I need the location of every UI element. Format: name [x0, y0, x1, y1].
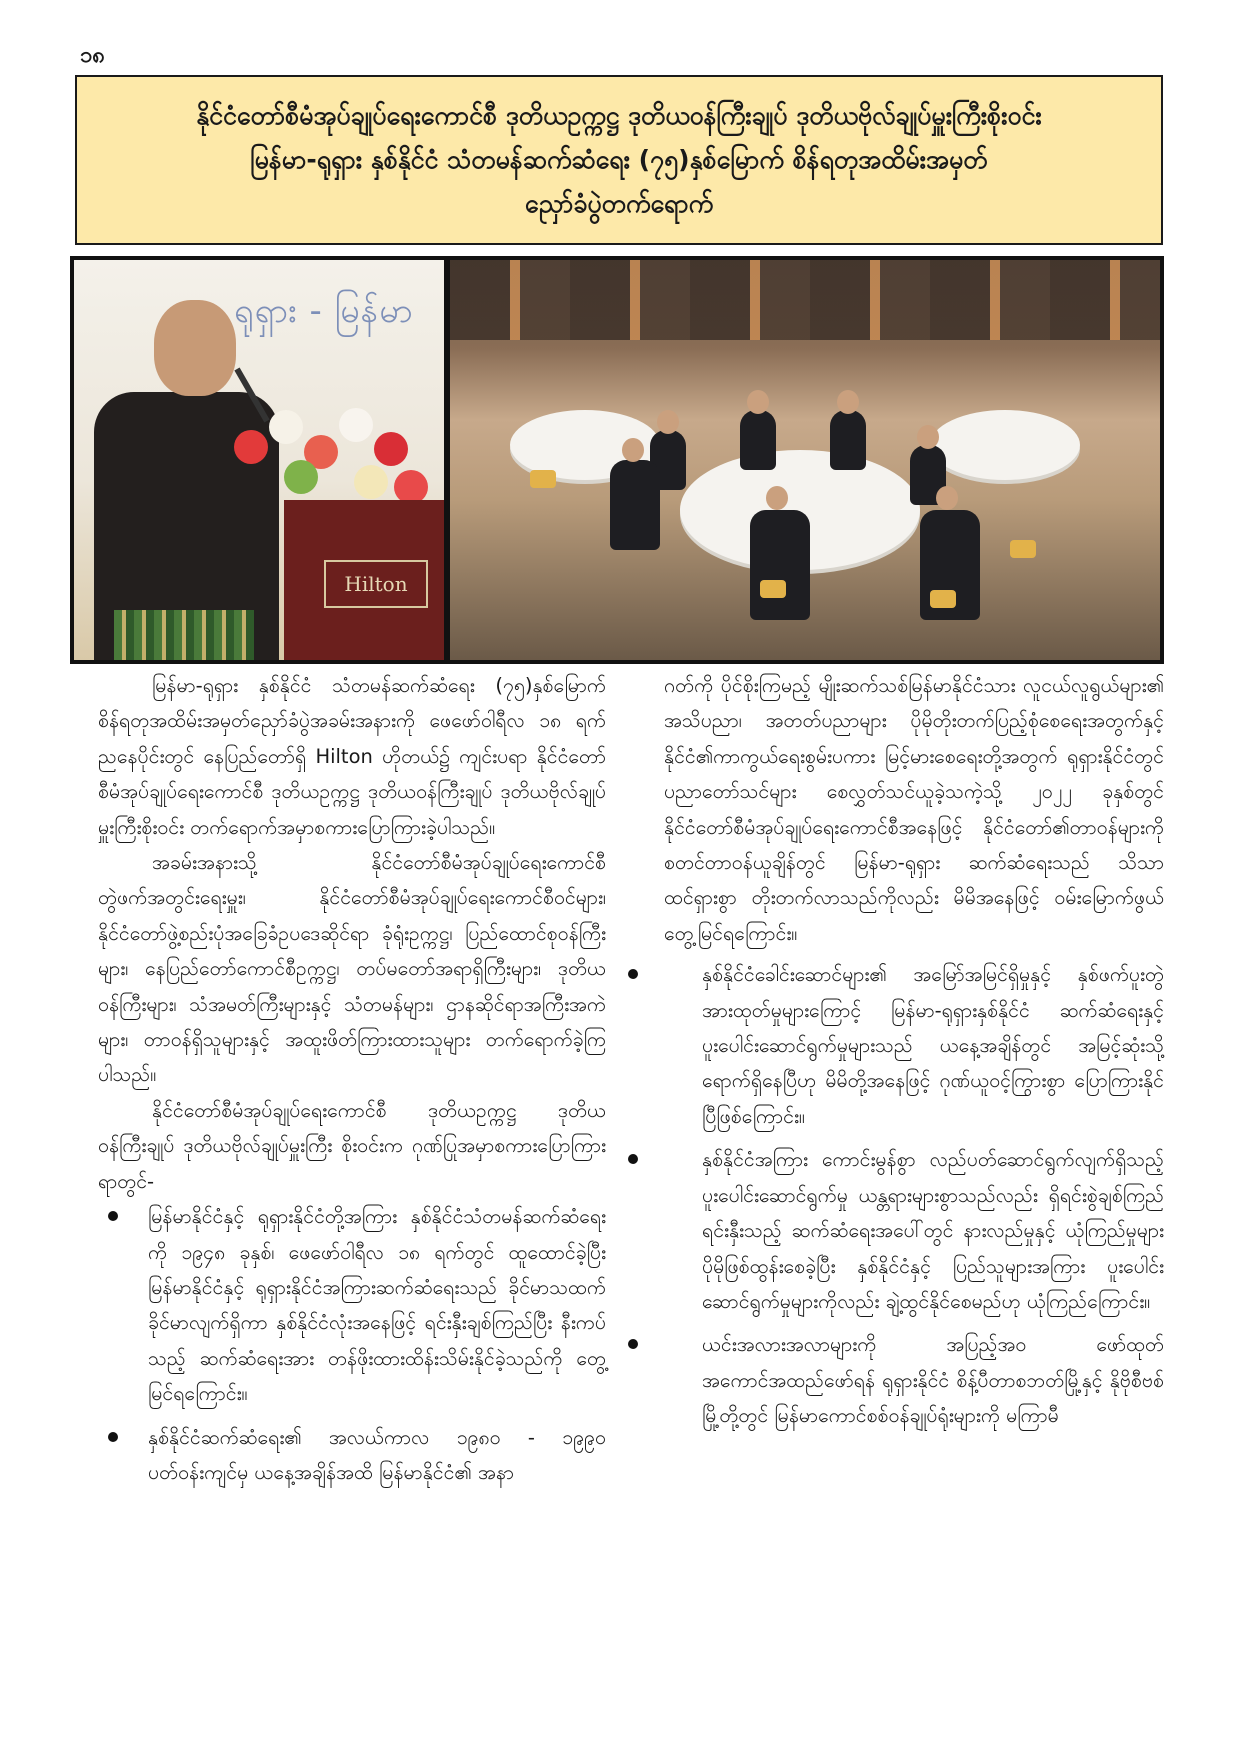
guest-head	[622, 438, 644, 462]
speaker-sarong	[114, 610, 254, 660]
banquet-table	[930, 410, 1080, 480]
guest-head	[657, 410, 679, 434]
bullet-dot-icon	[108, 1432, 118, 1442]
speaker-photo	[74, 260, 444, 660]
photo-banner-text: ရုရှား - မြန်မာ	[234, 291, 414, 331]
left-column	[98, 668, 606, 1498]
guest-head	[917, 425, 939, 449]
bullet-dot-icon	[628, 1339, 638, 1349]
guest-head	[766, 486, 788, 510]
chair-bow	[760, 580, 786, 598]
speech-point	[656, 957, 1164, 1134]
guest-head	[747, 390, 769, 414]
bullet-dot-icon	[108, 1211, 118, 1221]
bullet-dot-icon	[628, 1154, 638, 1164]
ceiling-lights	[450, 260, 1160, 340]
speech-point	[656, 1327, 1164, 1433]
guest	[740, 410, 776, 470]
speech-point-text: နှစ်နိုင်ငံဆက်ဆံရေး၏ အလယ်ကာလ ၁၉၈၀ - ၁၉၉၀ ပတ်ဝန်းကျင်မှ ယနေ့အချိန်အထိ မြန်မာနိုင်ငံ၏ အနာ	[148, 1425, 606, 1484]
guest	[750, 510, 810, 620]
headline-box	[75, 75, 1163, 245]
banquet-photo	[450, 260, 1160, 660]
speech-point	[98, 1199, 606, 1411]
intro-paragraph: မြန်မာ-ရုရှား နှစ်နိုင်ငံ သံတမန်ဆက်ဆံရေး (၇၅)နှစ်မြောက် စိန်ရတုအထိမ်းအမှတ်ညှော်ခံပွဲအခမ်းအနားကို ဖေဖော်ဝါရီလ ၁၈ ရက် ညနေပိုင်းတွင် နေပြည်တော်ရှိ Hilton ဟိုတယ်၌ ကျင်းပရာ နိုင်ငံတော်စီမံအုပ်ချုပ်ရေးကောင်စီ ဒုတိယဥက္ကဋ္ဌ ဒုတိယဝန်ကြီးချုပ် ဒုတိယဗိုလ်ချုပ်မှူးကြီးစိုးဝင်း တက်ရောက်အမှာစကားပြောကြားခဲ့ပါသည်။	[98, 674, 606, 839]
speech-intro-paragraph: နိုင်ငံတော်စီမံအုပ်ချုပ်ရေးကောင်စီ ဒုတိယဥက္ကဋ္ဌ ဒုတိယဝန်ကြီးချုပ် ဒုတိယဗိုလ်ချုပ်မှူးကြီး စိုးဝင်းက ဂုဏ်ပြုအမှာစကားပြောကြားရာတွင်-	[98, 1098, 606, 1193]
headline-line-2: မြန်မာ-ရုရှား နှစ်နိုင်ငံ သံတမန်ဆက်ဆံရေး (၇၅)နှစ်မြောက် စိန်ရတုအထိမ်းအမှတ်	[250, 145, 988, 174]
speaker-head	[154, 300, 236, 396]
speech-point-text: မြန်မာနိုင်ငံနှင့် ရုရှားနိုင်ငံတို့အကြား နှစ်နိုင်ငံသံတမန်ဆက်ဆံရေးကို ၁၉၄၈ ခုနှစ်၊ ဖေဖော်ဝါရီလ ၁၈ ရက်တွင် ထူထောင်ခဲ့ပြီး မြန်မာနိုင်ငံနှင့် ရုရှားနိုင်ငံအကြားဆက်ဆံရေးသည် ခိုင်မာသထက် ခိုင်မာလျက်ရှိကာ နှစ်နိုင်ငံလုံးအနေဖြင့် ရင်းနှီးချစ်ကြည်ပြီး နီးကပ်သည့် ဆက်ဆံရေးအား တန်ဖိုးထားထိန်းသိမ်းနိုင်ခဲ့သည်ကို တွေ့မြင်ရကြောင်း။	[148, 1205, 606, 1406]
speech-point-text: ယင်းအလားအလာများကို အပြည့်အဝ ဖော်ထုတ်အကောင်အထည်ဖော်ရန် ရုရှားနိုင်ငံ စိန့်ပီတာစဘတ်မြို့နှင့် နိုဗိုစီဗစ်မြို့တို့တွင် မြန်မာကောင်စစ်ဝန်ချုပ်ရုံးများကို မကြာမီ	[702, 1333, 1164, 1428]
bullet-dot-icon	[628, 969, 638, 979]
right-column	[656, 668, 1164, 1442]
chair-bow	[1010, 540, 1036, 558]
guest	[610, 460, 660, 550]
speech-point-text: နှစ်နိုင်ငံခေါင်းဆောင်များ၏ အမြော်အမြင်ရှိမှုနှင့် နှစ်ဖက်ပူးတွဲအားထုတ်မှုများကြောင့် မြန်မာ-ရုရှားနှစ်နိုင်ငံ ဆက်ဆံရေးနှင့် ပူးပေါင်းဆောင်ရွက်မှုများသည် ယနေ့အချိန်တွင် အမြင့်ဆုံးသို့ရောက်ရှိနေပြီဟု မိမိတို့အနေဖြင့် ဂုဏ်ယူဝင့်ကြွားစွာ ပြောကြားနိုင်ပြီဖြစ်ကြောင်း။	[702, 963, 1164, 1128]
guest-head	[837, 390, 859, 414]
podium-logo: Hilton	[324, 560, 428, 608]
speech-points-right	[656, 957, 1164, 1433]
chair-bow	[530, 470, 556, 488]
speech-point	[98, 1420, 606, 1491]
headline-line-1: နိုင်ငံတော်စီမံအုပ်ချုပ်ရေးကောင်စီ ဒုတိယဥက္ကဋ္ဌ ဒုတိယဝန်ကြီးချုပ် ဒုတိယဗိုလ်ချုပ်မှူးကြီးစိုးဝင်း	[196, 101, 1042, 130]
guest-head	[936, 486, 958, 510]
chair-bow	[930, 590, 956, 608]
headline-line-3: ညှော်ခံပွဲတက်ရောက်	[524, 189, 714, 218]
photo-strip	[70, 256, 1164, 664]
attendees-paragraph: အခမ်းအနားသို့ နိုင်ငံတော်စီမံအုပ်ချုပ်ရေးကောင်စီ တွဲဖက်အတွင်းရေးမှူး၊ နိုင်ငံတော်စီမံအုပ်ချုပ်ရေးကောင်စီဝင်များ၊ နိုင်ငံတော်ဖွဲ့စည်းပုံအခြေခံဥပဒေဆိုင်ရာ ခုံရုံးဥက္ကဋ္ဌ၊ ပြည်ထောင်စုဝန်ကြီးများ၊ နေပြည်တော်ကောင်စီဥက္ကဋ္ဌ၊ တပ်မတော်အရာရှိကြီးများ၊ ဒုတိယဝန်ကြီးများ၊ သံအမတ်ကြီးများနှင့် သံတမန်များ၊ ဌာနဆိုင်ရာအကြီးအကဲများ၊ တာဝန်ရှိသူများနှင့် အထူးဖိတ်ကြားထားသူများ တက်ရောက်ခဲ့ကြပါသည်။	[98, 851, 606, 1087]
page-number: ၁၈	[80, 43, 105, 68]
continued-paragraph: ဂတ်ကို ပိုင်စိုးကြမည့် မျိုးဆက်သစ်မြန်မာနိုင်ငံသား လူငယ်လူရွယ်များ၏ အသိပညာ၊ အတတ်ပညာများ ပိုမိုတိုးတက်ပြည့်စုံစေရေးအတွက်နှင့် နိုင်ငံ၏ကာကွယ်ရေးစွမ်းပကား မြင့်မားစေရေးတို့အတွက် ရုရှားနိုင်ငံတွင် ပညာတော်သင်များ စေလွှတ်သင်ယူခဲ့သကဲ့သို့ ၂၀၂၂ ခုနှစ်တွင် နိုင်ငံတော်စီမံအုပ်ချုပ်ရေးကောင်စီအနေဖြင့် နိုင်ငံတော်၏တာဝန်များကို စတင်တာဝန်ယူချိန်တွင် မြန်မာ-ရုရှား ဆက်ဆံရေးသည် သိသာထင်ရှားစွာ တိုးတက်လာသည်ကိုလည်း မိမိအနေဖြင့် ဝမ်းမြောက်ဖွယ် တွေ့မြင်ရကြောင်း။	[664, 674, 1164, 945]
speech-point-text: နှစ်နိုင်ငံအကြား ကောင်းမွန်စွာ လည်ပတ်ဆောင်ရွက်လျက်ရှိသည့် ပူးပေါင်းဆောင်ရွက်မှု ယန္တရားများစွာသည်လည်း ရှိရင်းစွဲချစ်ကြည်ရင်းနှီးသည့် ဆက်ဆံရေးအပေါ်တွင် နားလည်မှုနှင့် ယုံကြည်မှုများ ပိုမိုဖြစ်ထွန်းစေခဲ့ပြီး နှစ်နိုင်ငံနှင့် ပြည်သူများအကြား ပူးပေါင်းဆောင်ရွက်မှုများကိုလည်း ချဲ့ထွင်နိုင်စေမည်ဟု ယုံကြည်ကြောင်း။	[702, 1148, 1164, 1313]
speech-points-left	[98, 1199, 606, 1490]
speech-point	[656, 1142, 1164, 1319]
guest	[830, 410, 866, 470]
